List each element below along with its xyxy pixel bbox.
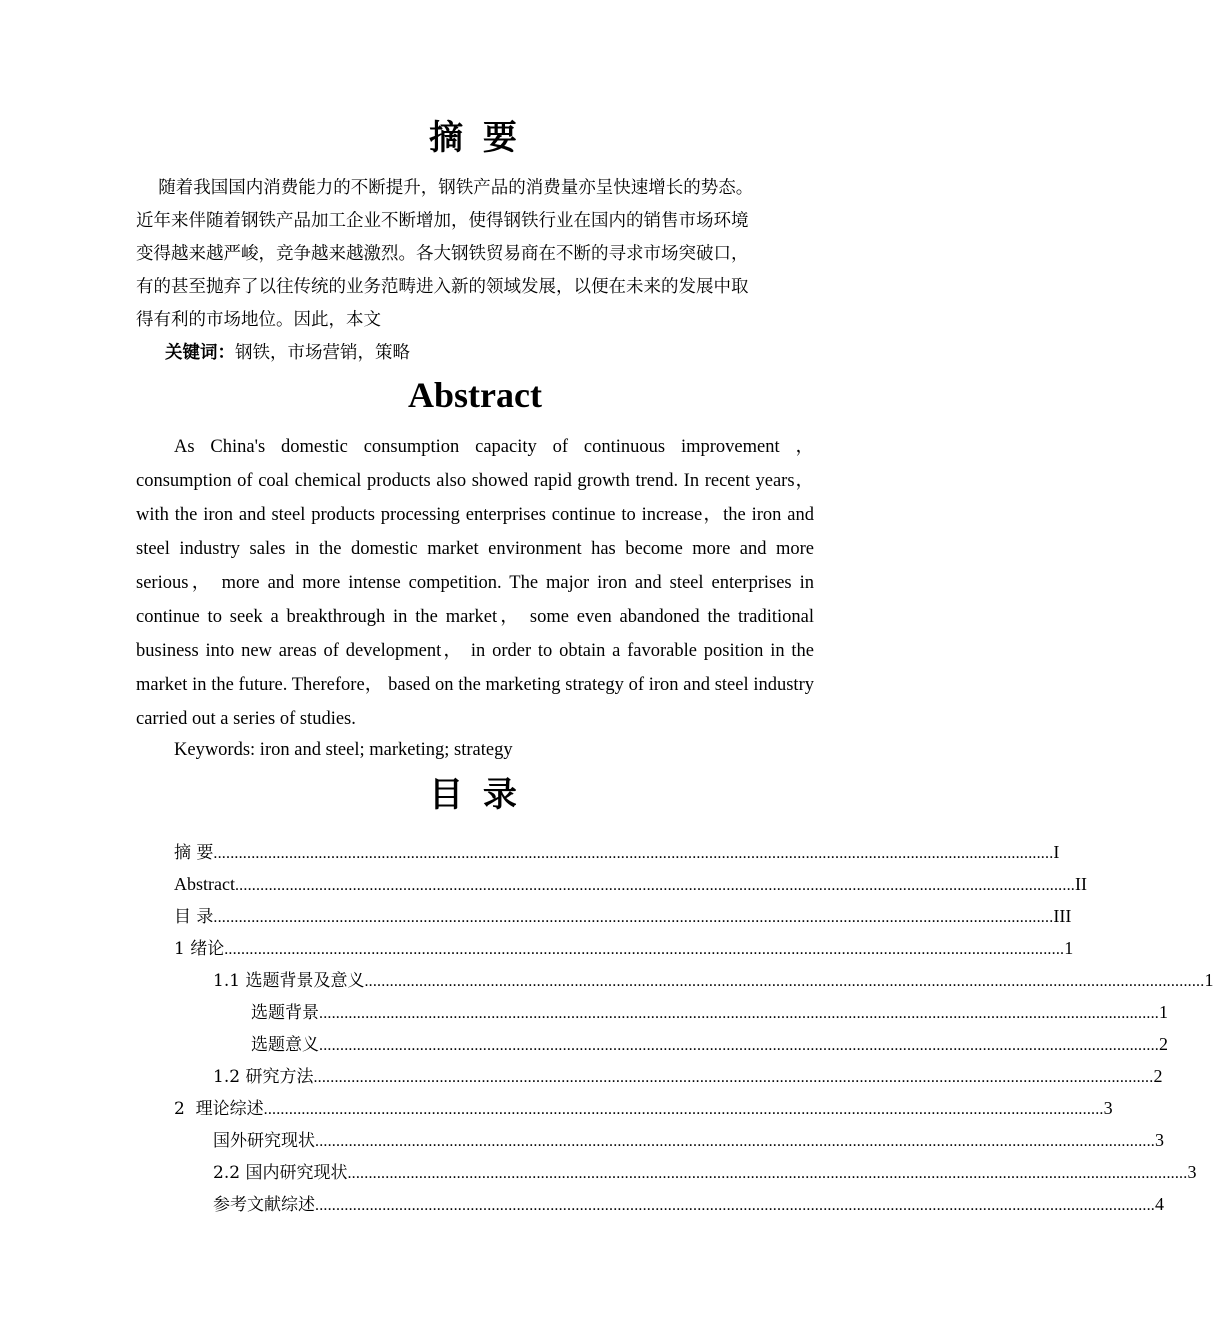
abstract-cn-title: 摘 要 [429,118,521,158]
toc-entry-page: III [1053,906,1072,926]
toc-entry[interactable] [174,836,1060,868]
toc-leader-dots: ........................................................................................................................................................................................................ [364,973,1205,990]
toc-entry-page: 3 [1155,1130,1164,1150]
toc-entry-page: 3 [1187,1162,1197,1182]
toc-entry[interactable] [213,964,1213,996]
toc-entry[interactable] [174,900,1072,932]
toc-entry-page: 1 [1204,970,1213,990]
toc-leader-dots: ........................................................................................................................................................................................................ [213,909,1054,926]
toc-entry-label: 目 录 [174,907,214,927]
toc-leader-dots: ........................................................................................................................................................................................................ [315,1133,1155,1150]
toc-entry-label: 参考文献综述 [213,1195,315,1215]
toc-entry[interactable] [251,996,1168,1028]
toc-entry[interactable] [251,1028,1168,1060]
toc-leader-dots: ........................................................................................................................................................................................................ [347,1165,1188,1182]
toc-entry-page: 3 [1103,1098,1113,1118]
abstract-cn-line: 得有利的市场地位。因此，本文 [136,310,381,330]
abstract-cn-keywords [165,341,410,365]
abstract-cn-line: 近年来伴随着钢铁产品加工企业不断增加，使得钢铁行业在国内的销售市场环境 [136,211,749,231]
toc-entry-page: 2 [1153,1066,1163,1086]
toc-entry-label: 摘 要 [174,843,214,863]
abstract-cn-line: 变得越来越严峻，竞争越来越激烈。各大钢铁贸易商在不断的寻求市场突破口， [136,244,749,264]
toc-leader-dots: ........................................................................................................................................................................................................ [319,1005,1159,1022]
toc-entry-page: 4 [1155,1194,1164,1214]
toc-leader-dots: ........................................................................................................................................................................................................ [313,1069,1154,1086]
toc-entry[interactable] [174,868,1087,900]
abstract-cn-line: 有的甚至抛弃了以往传统的业务范畴进入新的领域发展，以便在未来的发展中取 [136,277,749,297]
toc-leader-dots: ........................................................................................................................................................................................................ [234,877,1075,894]
keywords-cn-label: 关键词： [165,343,235,363]
toc-entry[interactable] [213,1156,1197,1188]
toc-entry[interactable] [213,1060,1163,1092]
toc-entry-label: 1.2 研究方法 [213,1067,314,1087]
toc-entry-page: 1 [1159,1002,1168,1022]
toc-entry-page: 1 [1064,938,1074,958]
toc-entry-label: 选题背景 [251,1003,319,1023]
toc-entry-label: 国外研究现状 [213,1131,315,1151]
toc-entry[interactable] [213,1124,1164,1156]
abstract-cn-body [136,172,836,337]
keywords-cn-value: 钢铁，市场营销，策略 [235,343,410,363]
toc-entry-page: II [1074,874,1087,894]
toc-entry-page: 2 [1159,1034,1168,1054]
toc-leader-dots: ........................................................................................................................................................................................................ [224,941,1065,958]
toc-entry[interactable] [174,932,1074,964]
abstract-cn-line: 随着我国国内消费能力的不断提升，钢铁产品的消费量亦呈快速增长的势态。 [136,178,754,198]
toc-title: 目 录 [429,775,521,815]
toc-entry-page: I [1053,842,1060,862]
toc-entry[interactable] [213,1188,1164,1220]
toc-entry-label: 选题意义 [251,1035,319,1055]
toc-entry-label: Abstract [174,874,235,894]
toc-entry[interactable] [174,1092,1113,1124]
abstract-en-body: As China's domestic consumption capacity of continuous improvement ，consumption of coal chemical products also showed rapid growth trend. In recent years， with the iron and steel products processing enterprises continue to increase，the iron and steel industry sales in the domestic market environment has become more and more serious， more and more intense competition. The major iron and steel enterprises in continue to seek a breakthrough in the market， some even abandoned the traditional business into new areas of development， in order to obtain a favorable position in the market in the future. Therefore， based on the marketing strategy of iron and steel industry carried out a series of studies. [136,437,814,729]
toc-entry-label: 2.2 国内研究现状 [213,1163,348,1183]
abstract-en-title: Abstract [408,375,542,415]
toc-entry-label: 1.1 选题背景及意义 [213,971,365,991]
abstract-en-keywords: Keywords: iron and steel; marketing; strategy [174,740,513,760]
toc-leader-dots: ........................................................................................................................................................................................................ [213,845,1054,862]
toc-leader-dots: ........................................................................................................................................................................................................ [315,1197,1155,1214]
toc-leader-dots: ........................................................................................................................................................................................................ [319,1037,1159,1054]
toc-leader-dots: ........................................................................................................................................................................................................ [263,1101,1104,1118]
toc-entry-label: 1 绪论 [174,939,225,959]
toc-entry-label: 2 理论综述 [174,1099,264,1119]
